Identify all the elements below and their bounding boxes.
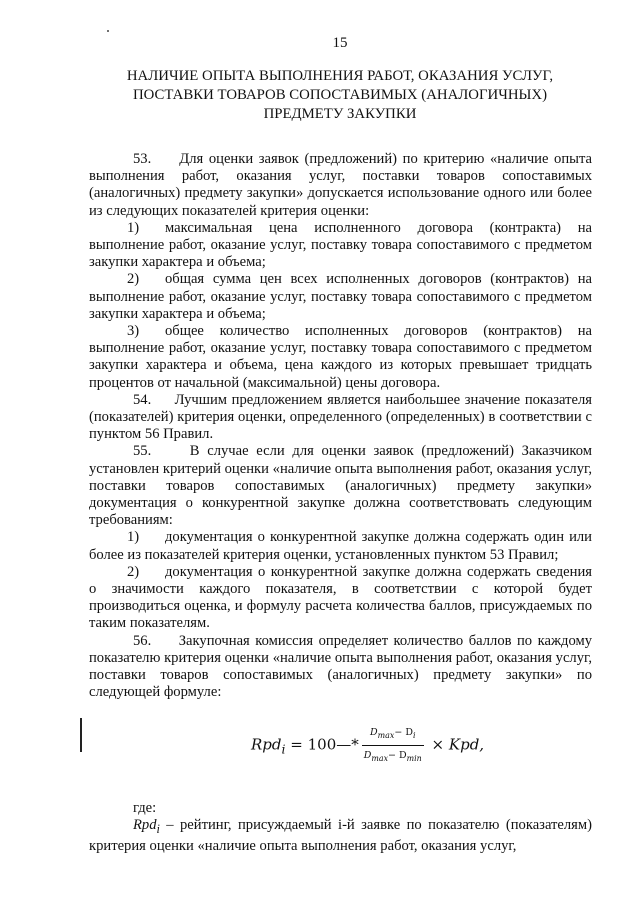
denominator-d: D bbox=[363, 749, 372, 761]
fraction-numerator bbox=[362, 724, 424, 746]
where-label: где: bbox=[133, 799, 157, 816]
scan-speck bbox=[107, 30, 109, 32]
definition-text: – рейтинг, присуждаемый i-й заявке по показателю (показателям) критерия оценки «наличие опыта выполнения работ, оказания услуг, bbox=[89, 816, 592, 854]
list-item bbox=[89, 323, 592, 392]
denominator-min-sub: min bbox=[406, 753, 422, 763]
list-item-number: 2) bbox=[127, 271, 140, 288]
numerator-i-sub: i bbox=[412, 730, 416, 740]
list-item-number: 3) bbox=[127, 323, 140, 340]
denominator-max-sub: max bbox=[371, 753, 389, 763]
paragraph-54 bbox=[89, 392, 592, 444]
formula-times-sign: —* bbox=[336, 735, 359, 754]
formula-block bbox=[89, 710, 592, 770]
list-item-number: 2) bbox=[127, 563, 140, 580]
paragraph-text: В случае если для оценки заявок (предложений) Заказчиком установлен критерий оценки «наличие опыта выполнения работ, оказания услуг, поставки товаров сопоставимых (аналогичных) предмету закупки» документация о конкурентной закупке должна соответствовать следующим требованиям: bbox=[89, 443, 592, 529]
heading-line-3: ПРЕДМЕТУ ЗАКУПКИ bbox=[263, 106, 417, 122]
section-heading bbox=[80, 67, 600, 124]
paragraph-56 bbox=[89, 633, 592, 702]
fraction-denominator bbox=[362, 746, 424, 767]
list-item-text: максимальная цена исполненного договора (контракта) на выполнение работ, оказание услуг, поставку товара сопоставимого с предметом закупки характера и объема; bbox=[89, 219, 592, 271]
heading-line-2: ПОСТАВКИ ТОВАРОВ СОПОСТАВИМЫХ (АНАЛОГИЧНЫХ) bbox=[132, 87, 548, 103]
paragraph-number: 53. bbox=[133, 151, 152, 167]
list-item bbox=[89, 529, 592, 563]
formula-lhs-sub: i bbox=[281, 741, 286, 757]
denominator-minus: − D bbox=[388, 749, 407, 761]
page-number: 15 bbox=[332, 35, 348, 51]
heading-line-1: НАЛИЧИЕ ОПЫТА ВЫПОЛНЕНИЯ РАБОТ, ОКАЗАНИЯ УСЛУГ, bbox=[126, 68, 554, 84]
formula-equals: = 100 bbox=[285, 735, 337, 754]
list-item bbox=[89, 271, 592, 323]
paragraph-number: 56. bbox=[133, 632, 152, 649]
numerator-max-sub: max bbox=[377, 730, 395, 740]
definition-rpd bbox=[89, 817, 592, 855]
margin-mark bbox=[80, 718, 82, 752]
list-item-text: документация о конкурентной закупке должна содержать один или более из показателей критерия оценки, установленных пунктом 53 Правил; bbox=[89, 529, 592, 563]
paragraph-55 bbox=[89, 443, 592, 529]
list-item bbox=[89, 564, 592, 633]
paragraph-53 bbox=[89, 151, 592, 220]
paragraph-text: Закупочная комиссия определяет количество баллов по каждому показателю критерия оценки «наличие опыта выполнения работ, оказания услуг, поставки товаров сопоставимых (аналогичных) предмету закупки» по следующей формуле: bbox=[89, 632, 592, 701]
formula-rhs: × Kpd, bbox=[426, 735, 485, 754]
list-item-text: документация о конкурентной закупке должна содержать сведения о значимости каждого показателя, в соответствии с которой будет производиться оценка, и формулу расчета количества баллов, присуждаемых по таким показателям. bbox=[89, 563, 592, 632]
list-item-text: общая сумма цен всех исполненных договоров (контрактов) на выполнение работ, оказание услуг, поставку товара сопоставимого с предметом закупки характера и объема; bbox=[89, 271, 592, 322]
list-item-number: 1) bbox=[127, 529, 140, 546]
paragraph-text: Для оценки заявок (предложений) по критерию «наличие опыта выполнения работ, оказания услуг, поставки товаров сопоставимых (аналогичных) предмету закупки» допускается использование одного или более из следующих показателей критерия оценки: bbox=[89, 151, 592, 219]
definition-term: Rpd bbox=[133, 816, 157, 833]
paragraph-number: 55. bbox=[133, 443, 152, 460]
formula-lhs: Rpd bbox=[251, 735, 282, 754]
list-item-text: общее количество исполненных договоров (контрактов) на выполнение работ, оказание услуг, поставку товара сопоставимого с предметом закупки характера и объема, цена каждого из которых превышает тридцать процентов от начальной (максимальной) цены договора. bbox=[89, 323, 592, 391]
definition-term-sub: i bbox=[156, 821, 160, 836]
rating-formula bbox=[251, 724, 484, 767]
document-body bbox=[89, 151, 592, 855]
paragraph-number: 54. bbox=[133, 391, 152, 408]
paragraph-text: Лучшим предложением является наибольшее значение показателя (показателей) критерия оценки, определенного (определенных) в соответствии с пунктом 56 Правил. bbox=[89, 391, 592, 443]
numerator-d: D bbox=[370, 726, 378, 738]
numerator-minus: − D bbox=[394, 726, 413, 738]
list-item bbox=[89, 220, 592, 272]
list-item-number: 1) bbox=[127, 219, 140, 236]
formula-fraction bbox=[362, 724, 424, 767]
